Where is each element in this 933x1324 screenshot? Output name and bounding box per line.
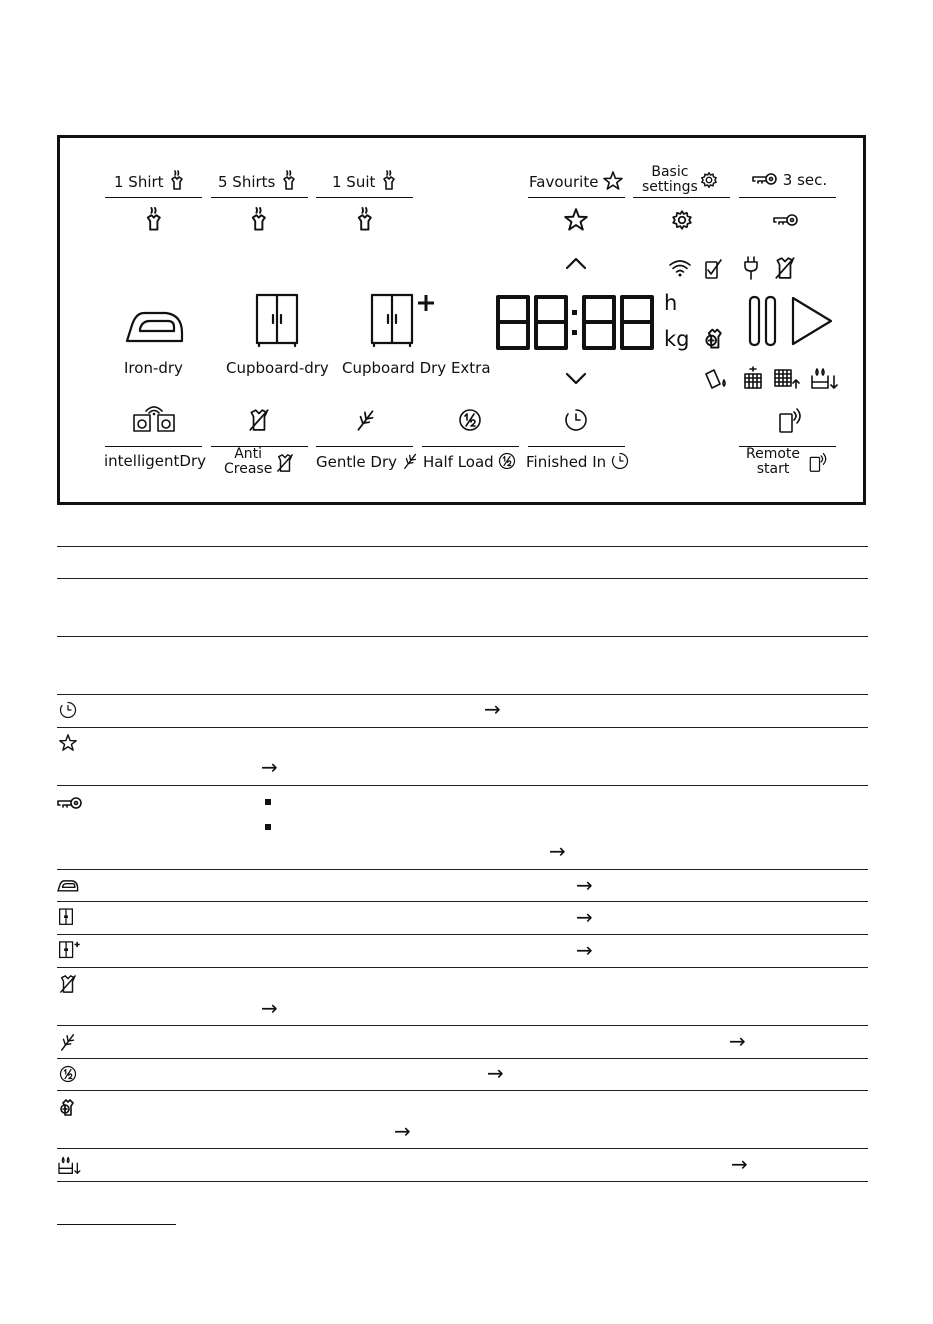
- arrow-ref: →: [261, 755, 278, 779]
- shirt-plus-icon: [59, 1097, 79, 1117]
- table-rule: [57, 1181, 868, 1182]
- basic-settings-label-1: Basic: [651, 164, 689, 180]
- cupboard-dry-label[interactable]: Cupboard-dry: [226, 359, 329, 377]
- remote-start-label-2: start: [756, 461, 790, 477]
- half-load-icon: [59, 1065, 77, 1083]
- one-shirt-button[interactable]: [114, 171, 188, 191]
- gentle-feather-icon: [59, 1032, 77, 1052]
- filter-clean-icon: [772, 366, 802, 390]
- basic-settings-label-2: settings: [642, 179, 698, 195]
- shirt-steam-icon: [248, 208, 272, 232]
- five-shirts-button[interactable]: [218, 171, 300, 191]
- arrow-ref: →: [729, 1029, 746, 1053]
- shirt-plus-icon: [704, 326, 728, 350]
- divider: [422, 446, 519, 447]
- unit-kg: kg: [664, 327, 690, 351]
- table-rule: [57, 967, 868, 968]
- table-rule: [57, 1025, 868, 1026]
- one-suit-button[interactable]: [332, 171, 400, 191]
- table-rule: [57, 578, 868, 579]
- gentle-dry-label: Gentle Dry: [316, 453, 397, 471]
- table-rule: [57, 636, 868, 637]
- anti-crease-icon: [774, 256, 796, 280]
- key-icon: [752, 172, 778, 186]
- divider: [528, 197, 625, 198]
- half-load-button[interactable]: [423, 452, 516, 471]
- remote-phone-icon: [808, 451, 828, 473]
- favourite-label: Favourite: [529, 173, 599, 191]
- intelligent-dry-button[interactable]: [104, 452, 206, 470]
- anti-crease-label-1: Anti: [234, 446, 263, 462]
- arrow-ref: →: [576, 873, 593, 897]
- one-suit-label: 1 Suit: [332, 173, 376, 191]
- half-load-label: Half Load: [423, 453, 494, 471]
- table-rule: [57, 869, 868, 870]
- anti-crease-label-2: Crease: [224, 461, 273, 477]
- divider: [633, 197, 730, 198]
- anti-crease-icon: [276, 453, 294, 473]
- table-rule: [57, 727, 868, 728]
- arrow-ref: →: [549, 839, 566, 863]
- arrow-ref: →: [484, 697, 501, 721]
- cupboard-icon: [59, 908, 73, 926]
- filter-icon: [742, 366, 764, 390]
- arrow-ref: →: [576, 905, 593, 929]
- divider: [528, 446, 625, 447]
- shirt-steam-icon: [380, 171, 400, 191]
- cupboard-icon: [255, 293, 299, 347]
- half-load-icon: [498, 452, 516, 470]
- gentle-dry-button[interactable]: [316, 452, 419, 471]
- unit-hours: h: [664, 291, 678, 315]
- bullet: [265, 799, 271, 805]
- shirt-steam-icon: [143, 208, 167, 232]
- divider: [316, 197, 413, 198]
- power-plug-icon: [742, 255, 762, 281]
- table-rule: [57, 934, 868, 935]
- five-shirts-label: 5 Shirts: [218, 173, 276, 191]
- intelligent-dry-label: intelligentDry: [104, 452, 207, 470]
- footnote-rule: [57, 1224, 176, 1225]
- shirt-steam-icon: [168, 171, 188, 191]
- chevron-up-icon[interactable]: [565, 256, 587, 270]
- remote-start-button[interactable]: [746, 447, 800, 477]
- lock-3sec-label: 3 sec.: [782, 171, 828, 189]
- cupboard-plus-icon: [59, 941, 81, 959]
- shirt-steam-icon: [280, 171, 300, 191]
- one-shirt-label: 1 Shirt: [114, 173, 164, 191]
- child-lock-button[interactable]: [752, 171, 827, 189]
- anti-crease-button[interactable]: [224, 447, 272, 477]
- divider: [316, 446, 413, 447]
- table-rule: [57, 546, 868, 547]
- star-icon: [603, 171, 623, 191]
- cupboard-dry-extra-label[interactable]: Cupboard Dry Extra: [342, 359, 491, 377]
- arrow-ref: →: [261, 996, 278, 1020]
- divider: [739, 197, 836, 198]
- half-load-icon: [458, 408, 482, 432]
- divider: [211, 197, 308, 198]
- container-drain-icon: [810, 366, 838, 390]
- shirt-steam-icon: [354, 208, 378, 232]
- divider: [105, 446, 202, 447]
- table-rule: [57, 1058, 868, 1059]
- arrow-ref: →: [394, 1119, 411, 1143]
- cupboard-plus-icon: [370, 293, 438, 347]
- wifi-icon: [669, 259, 691, 277]
- bullet: [265, 824, 271, 830]
- remote-phone-icon: [704, 256, 726, 280]
- start-play-icon[interactable]: [790, 295, 834, 347]
- gear-icon: [671, 209, 693, 231]
- intelligent-dry-icon: [132, 403, 176, 433]
- pause-icon[interactable]: [748, 295, 778, 347]
- iron-icon: [57, 878, 79, 893]
- table-rule: [57, 1148, 868, 1149]
- table-rule: [57, 901, 868, 902]
- container-drain-icon: [57, 1155, 81, 1175]
- clock-icon: [611, 452, 629, 470]
- gentle-feather-icon: [402, 452, 419, 470]
- clock-icon: [59, 701, 77, 719]
- remote-start-label-1: Remote: [746, 446, 801, 462]
- arrow-ref: →: [576, 938, 593, 962]
- star-icon: [59, 734, 77, 752]
- table-rule: [57, 1090, 868, 1091]
- drain-container-icon: [704, 368, 730, 390]
- iron-dry-label[interactable]: Iron-dry: [124, 359, 183, 377]
- basic-settings-button[interactable]: [642, 165, 698, 195]
- key-icon: [57, 796, 83, 810]
- finished-in-button[interactable]: [526, 452, 629, 471]
- star-icon: [564, 208, 588, 232]
- chevron-down-icon[interactable]: [565, 372, 587, 386]
- favourite-button[interactable]: [529, 171, 623, 191]
- gear-icon: [700, 171, 718, 189]
- anti-crease-icon: [248, 408, 270, 432]
- finished-in-label: Finished In: [526, 453, 607, 471]
- gentle-feather-icon: [355, 408, 377, 432]
- arrow-ref: →: [487, 1061, 504, 1085]
- anti-crease-icon: [59, 974, 77, 994]
- iron-icon: [124, 305, 186, 347]
- arrow-ref: →: [731, 1152, 748, 1176]
- clock-icon: [564, 408, 588, 432]
- divider: [105, 197, 202, 198]
- table-rule: [57, 785, 868, 786]
- seven-segment-display: [494, 294, 660, 352]
- remote-phone-icon: [777, 406, 803, 434]
- key-icon: [772, 213, 800, 227]
- table-rule: [57, 694, 868, 695]
